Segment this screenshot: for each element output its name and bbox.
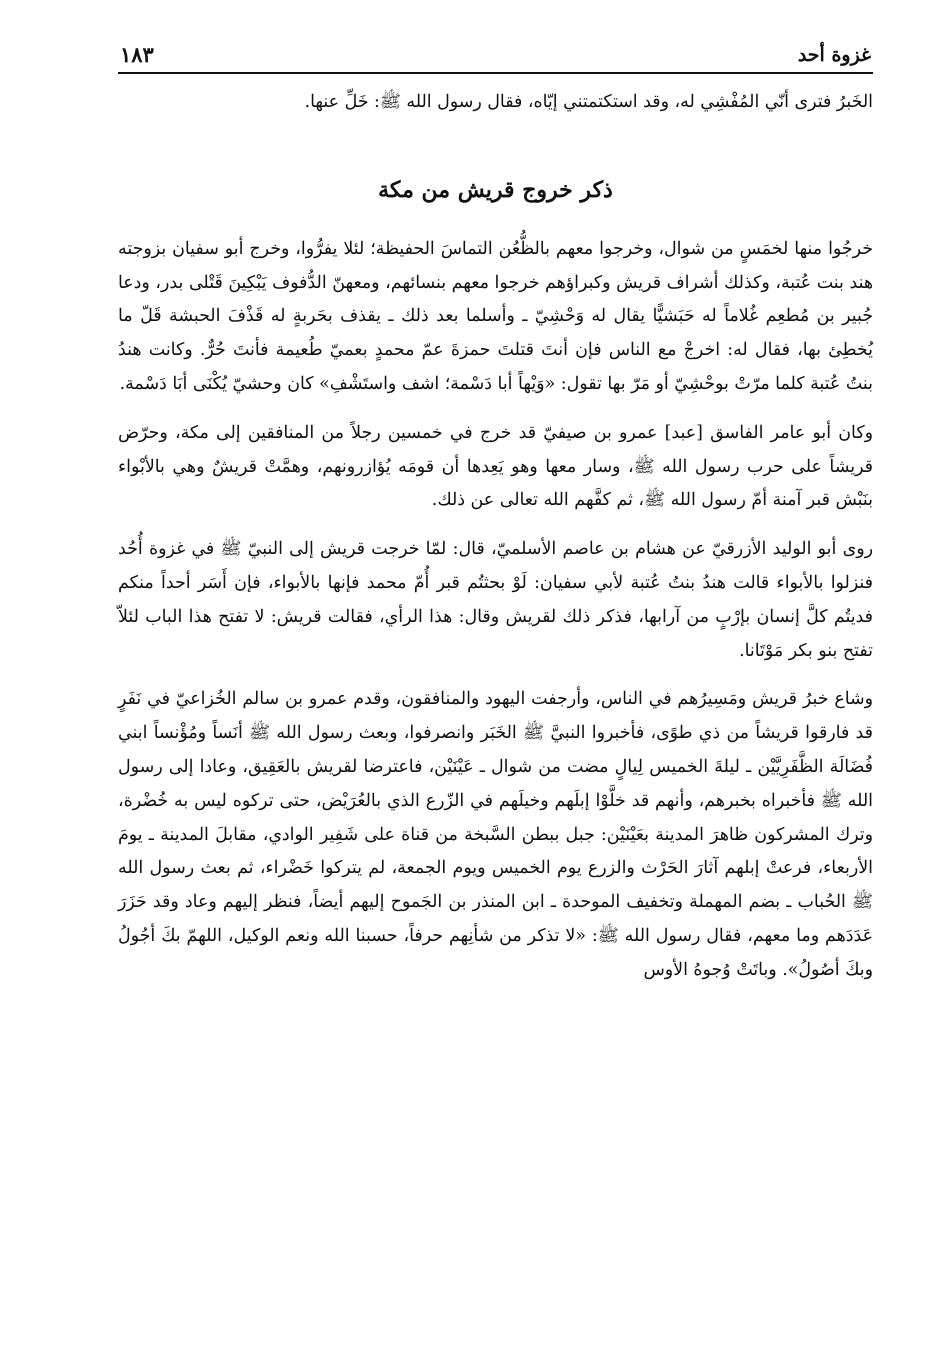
paragraph-2: وكان أبو عامر الفاسق [عبد] عمرو بن صيفيّ قد خرج في خمسين رجلاً من المنافقين إلى مكة، وحرّض قريشاً على حرب رسول الله ﷺ، وسار معها وهو يَعِدها أن قومَه يُؤازرونهم، وهمَّتْ قريشٌ وهي بالأبْواء بنَبْش قبر آمنة أمّ رسول الله ﷺ، ثم كفَّهم الله تعالى عن ذلك. xyxy=(118,422,873,511)
paragraph-1: خرجُوا منها لخمَسٍ من شوال، وخرجوا معهم بالظُّعُن التماسَ الحفيظة؛ لئلا يفرُّوا، وخرج أبو سفيان بزوجته هند بنت عُتبة، وكذلك أشراف قريش وكبراؤهم خرجوا معهم بنسائهم، ومعهنّ الدُّفوف يَبْكِينَ قَتْلى بدر، ودعا جُبير بن مُطعِم غُلاماً له حَبَشيًّا يقال له وَحْشِيّ ـ وأسلما بعد ذلك ـ يقذف بحَربةٍ له قَذْفَ الحبشة قَلّ ما يُخطِئ بها، فقال له: اخرجْ مع الناس فإن أنتَ قتلتَ حمزةَ عمّ محمدٍ بعميّ طُعيمة فأنتَ حُرٌّ. وكانت هندُ بنتُ عُتبة كلما مرّتْ بوحْشِيّ أو مَرّ بها تقول: «وَيْهاً أبا دَسْمة؛ اشف واستَشْفِ» كان وحشيّ يُكْنَى أبَا دَسْمة. xyxy=(118,238,873,394)
lead-paragraph: الخَبرُ فترى أنّي المُفْشِي له، وقد استكتمتني إيّاه، فقال رسول الله ﷺ: خَلِّ عنها. xyxy=(304,92,873,112)
page-body xyxy=(118,86,873,1003)
page-number: ١٨٣ xyxy=(120,42,154,67)
running-title: غزوة أحد xyxy=(797,44,871,66)
paragraph-4: وشاع خبرُ قريش ومَسِيرُهم في الناس، وأرجفت اليهود والمنافقون، وقدم عمرو بن سالم الخُزاعيّ في نَفَرٍ قد فارقوا قريشاً من ذي طوًى، فأخبروا النبيَّ ﷺ الخَبَر وانصرفوا، وبعث رسول الله ﷺ أنَساً ومُؤْنساً ابني فُضَالَة الظَّفَرِيَّيْن ـ ليلةَ الخميس لِيالٍ مضت من شوال ـ عَيْنَيْن، فاعترضا لقريش بالعَقِيق، وعادا إلى رسول الله ﷺ فأخبراه بخبرهم، وأنهم قد خلَّوْا إبلَهم وخيلَهم في الزّرع الذي بالعُرَيْض، حتى تركوه ليس به خُضْرة، وترك المشركون ظاهرَ المدينة بعَيْنَيْن: جبل ببطن السَّبخة من قناة على شَفِير الوادي، مقابلَ المدينة ـ يومَ الأربعاء، فرعتْ إبلهم آثارَ الحَرْث والزرع يوم الخميس ويوم الجمعة، لم يتركوا خَضْراء، ثم بعث رسول الله ﷺ الحُباب ـ بضم المهملة وتخفيف الموحدة ـ ابن المنذر بن الجَموح إليهم أيضاً، فنظر إليهم وعاد وقد حَزَرَ عَدَدَهم وما معهم، فقال رسول الله ﷺ: «لا تذكر من شأنِهم حرفاً، حسبنا الله ونعم الوكيل، اللهمّ بكَ أجُولُ وبكَ أصُولُ». وباتَتْ وُجوهُ الأوس xyxy=(118,689,873,980)
section-title: ذكر خروج قريش من مكة xyxy=(378,176,613,203)
paragraph-3: روى أبو الوليد الأزرقيّ عن هشام بن عاصم الأسلميّ، قال: لمّا خرجت قريش إلى النبيّ ﷺ في غزوة أُحُد فنزلوا بالأبواء قالت هندُ بنتُ عُتبة لأبي سفيان: لَوْ بحثتُم قبر أُمّ محمد فإنها بالأبواء، فإن أَسَر أحداً منكم فديتُم كلَّ إنسان بإرْبٍ من آرابها، فذكر ذلك لقريش وقال: هذا الرأي، فقالت قريش: لا تفتح هذا الباب لئلاّ تفتح بنو بكر مَوْتَانا. xyxy=(118,539,873,661)
page-header xyxy=(118,38,873,74)
